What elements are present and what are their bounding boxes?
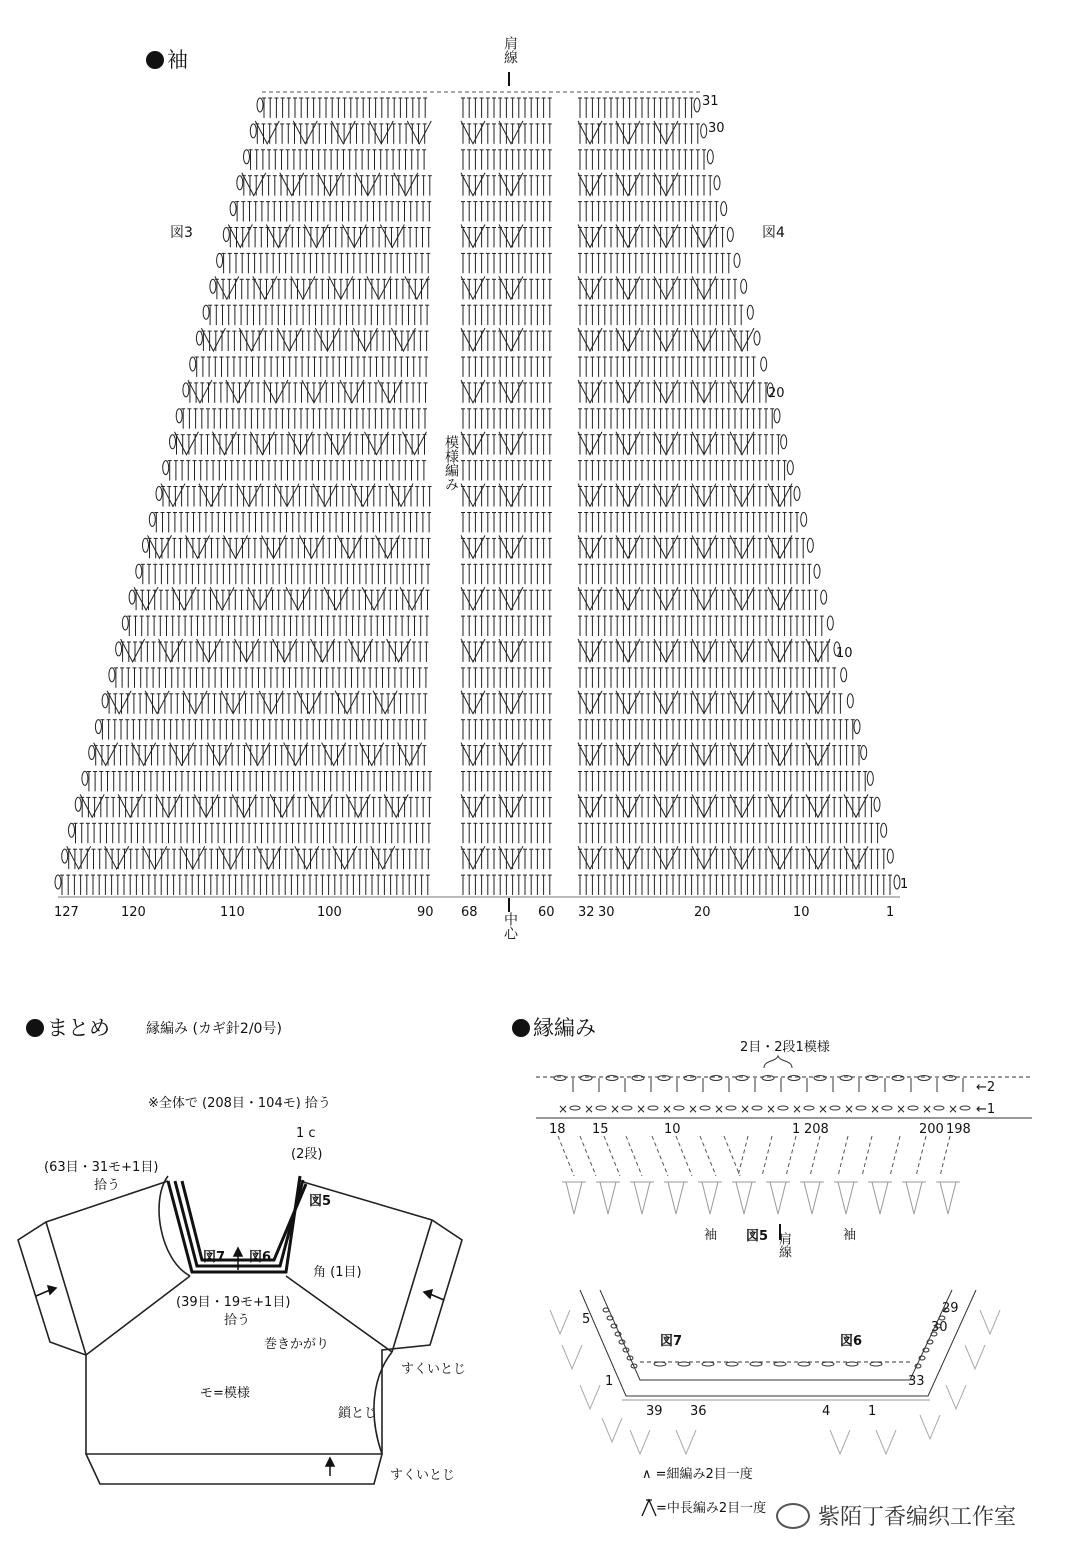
fig3-label: 図3	[170, 225, 193, 241]
shoulder-line-label: 肩線	[502, 36, 518, 64]
pattern-label: 模様編み	[441, 432, 461, 494]
sleeve-heading: 袖	[146, 44, 188, 74]
fig4-label: 図4	[762, 225, 785, 241]
center-label: 中心	[502, 912, 518, 940]
